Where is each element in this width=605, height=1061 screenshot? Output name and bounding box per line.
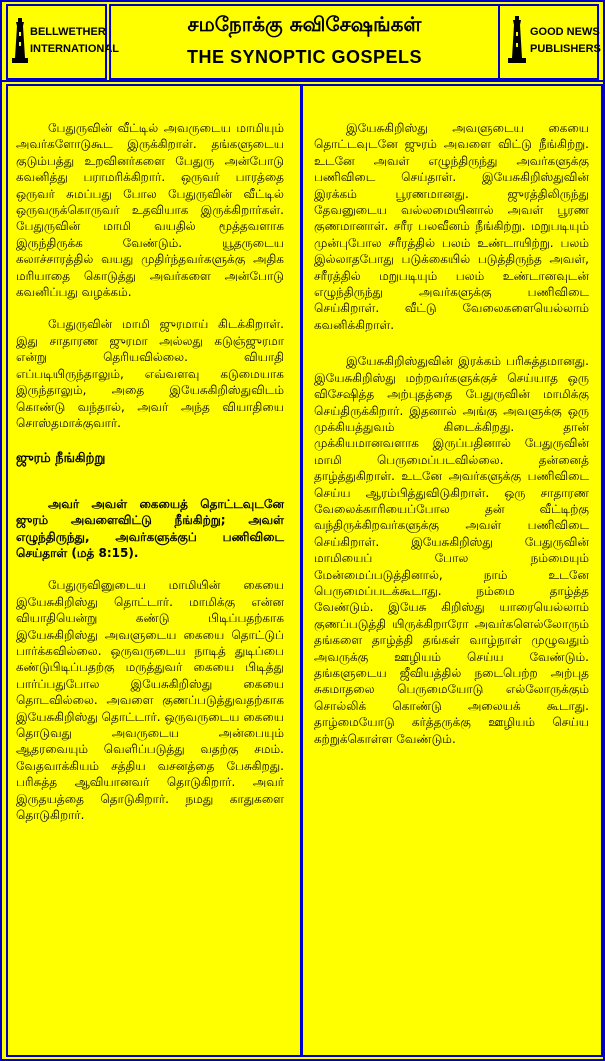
page-title-english: THE SYNOPTIC GOSPELS: [186, 47, 423, 67]
good-news-logo: [498, 4, 599, 80]
bellwether-logo: [6, 4, 120, 80]
left-column: [16, 120, 284, 839]
right-paragraph-1: இயேசுகிறிஸ்து அவளுடைய கையை தொட்டவுடனே ஜுரம் அவளை விட்டு நீங்கிற்று. உடனே அவள் எழுந்திருந்து அவர்களுக்கு பணிவிடை செய்தாள். இயேசுகிறிஸ்துவின் இரக்கம் பூரணமானது. ஜுரத்திலிருந்து தேவனுடைய வல்லமையினால் அவள் பூரண குணமானாள். சரீர பலவீனம் நீங்கிற்று. மறுபடியும் முன்புபோல சரீரத்தில் பலம் உண்டாயிற்று. பலம் இல்லாதபோது படுக்கையில் படுத்திருந்த அவள், சரீரத்தில் மறுபடியும் பலம் உண்டானவுடன் எழுந்திருந்து அவர்களுக்கு பணிவிடை செய்கிறாள். வீட்டு வேலைகளையெல்லாம் கவனிக்கிறாள்.: [314, 121, 589, 332]
right-paragraph-2: இயேசுகிறிஸ்துவின் இரக்கம் பரிசுத்தமானது. இயேசுகிறிஸ்து மற்றவர்களுக்குச் செய்யாத ஒரு விசேஷித்த அற்புதத்தை பேதுருவின் மாமிக்கு செய்திருக்கிறார். இதனால் அங்கு அவளுக்கு ஒரு முக்கியத்துவம் கிடைக்கிறது. தான் முக்கியமானவளாக இருப்பதினால் பேதுருவின் மாமி பெருமைப்படவில்லை. தன்னைத் தாழ்த்துகிறாள். உடனே அவர்களுக்கு பணிவிடை செய்ய ஆரம்பித்துவிடுகிறாள். ஒரு சாதாரண வேலைக்காரியைப்போல தன் வீட்டிற்கு வந்திருக்கிறவர்களுக்கு அவள் பணிவிடை செய்கிறாள். இயேசுகிறிஸ்து பேதுருவின் மாமியைப் போல நம்மையும் மேன்மைப்படுத்தினால், நாம் உடனே பெருமைப்படக்கூடாது. நம்மை தாழ்த்த வேண்டும். இயேசு கிறிஸ்து யாரையெல்லாம் குணப்படுத்தி யிருக்கிறாரோ அவர்களெல்லோரும் தங்களை தாழ்த்தி தங்கள் வாழ்நாள் முழுவதும் அவருக்கு ஊழியம் செய்ய வேண்டும். தங்களுடைய ஜீவியத்தில் நடைபெற்ற அற்புத சுகமாதலை பெருமையோடு எல்லோருக்கும் சொல்லிக் கொண்டு அலையக் கூடாது. தாழ்மையோடு கர்த்தருக்கு ஊழியம் செய்ய கற்றுக்கொள்ள வேண்டும்.: [314, 354, 589, 746]
left-paragraph-1: பேதுருவின் வீட்டில் அவருடைய மாமியும் அவர்களோடுகூட இருக்கிறாள். தங்களுடைய குடும்பத்து உறவினர்களை பேதுரு அன்போடு கவனித்து பராமரிக்கிறார். ஒருவர் பாரத்தை ஒருவர் சுமப்பது போல பேதுருவின் வீட்டில் ஒருவருக்கொருவர் உதவியாக இருக்கிறார்கள். பேதுருவின் மாமி வயதில் மூத்தவளாக இருந்திருக்க வேண்டும். யூதருடைய கலாச்சாரத்தில் வயது முதிர்ந்தவர்களுக்கு அதிக மரியாதை கொடுத்து அவர்களை அன்போடு கவனிப்பது வழக்கம்.: [16, 121, 284, 300]
bellwether-line2: INTERNATIONAL: [30, 43, 120, 55]
good-news-logo-text: [530, 24, 601, 58]
column-divider: [300, 84, 303, 1057]
lighthouse-icon: [508, 16, 526, 64]
lighthouse-icon: [12, 18, 28, 64]
good-news-line2: PUBLISHERS: [530, 43, 601, 55]
scripture-quote: அவர் அவள் கையைத் தொட்டவுடனே ஜுரம் அவளைவிட்டு நீங்கிற்று; அவள் எழுந்திருந்து, அவர்களுக்குப் பணிவிடை செய்தாள் (மத் 8:15).: [16, 496, 284, 560]
header: [2, 2, 603, 82]
left-paragraph-3: பேதுருவினுடைய மாமியின் கையை இயேசுகிறிஸ்து தொட்டார். மாமிக்கு என்ன வியாதியென்று கண்டு பிடிப்பதற்காக இயேசுகிறிஸ்து அவளுடைய கையை தொட்டுப் பார்க்கவில்லை. ஒருவருடைய நாடித் துடிப்பை கண்டுபிடிப்பதற்கு மருத்துவர் கையை பிடித்து பார்ப்பதுபோல இயேசுகிறிஸ்து கையை தொடவில்லை. அவளை குணப்படுத்துவதற்காக இயேசுகிறிஸ்து தொட்டார். ஒருவருடைய கையை தொடுவது அவருடைய அன்பையும் ஆதரவையும் வெளிப்படுத்து வதற்கு சமம். வேதவாக்கியம் சத்திய வசனத்தை பேசுகிறது. பரிசுத்த ஆவியானவர் தொடுகிறார். அவர் இருதயத்தை தொடுகிறார். நமது காதுகளை தொடுகிறார்.: [16, 578, 284, 823]
bellwether-logo-text: [30, 24, 119, 58]
page-title-tamil: சமநோக்கு சுவிசேஷங்கள்: [187, 12, 422, 36]
good-news-line1: GOOD NEWS: [530, 26, 600, 38]
right-column: [314, 120, 589, 763]
section-heading: ஜுரம் நீங்கிற்று: [16, 451, 106, 467]
left-paragraph-2: பேதுருவின் மாமி ஜுரமாய் கிடக்கிறாள். இது சாதாரண ஜுரமா அல்லது கடுஞ்ஜுரமா என்று தெரியவில்லை. வியாதி எப்படியிருந்தாலும், எவ்வளவு கடுமையாக இருந்தாலும், அதை இயேசுகிறிஸ்துவிடம் கொண்டு வந்தால், அவர் அந்த வியாதியை சொஸ்தமாக்குவார்.: [16, 317, 284, 430]
bellwether-line1: BELLWETHER: [30, 26, 106, 38]
title-box: [109, 4, 500, 80]
